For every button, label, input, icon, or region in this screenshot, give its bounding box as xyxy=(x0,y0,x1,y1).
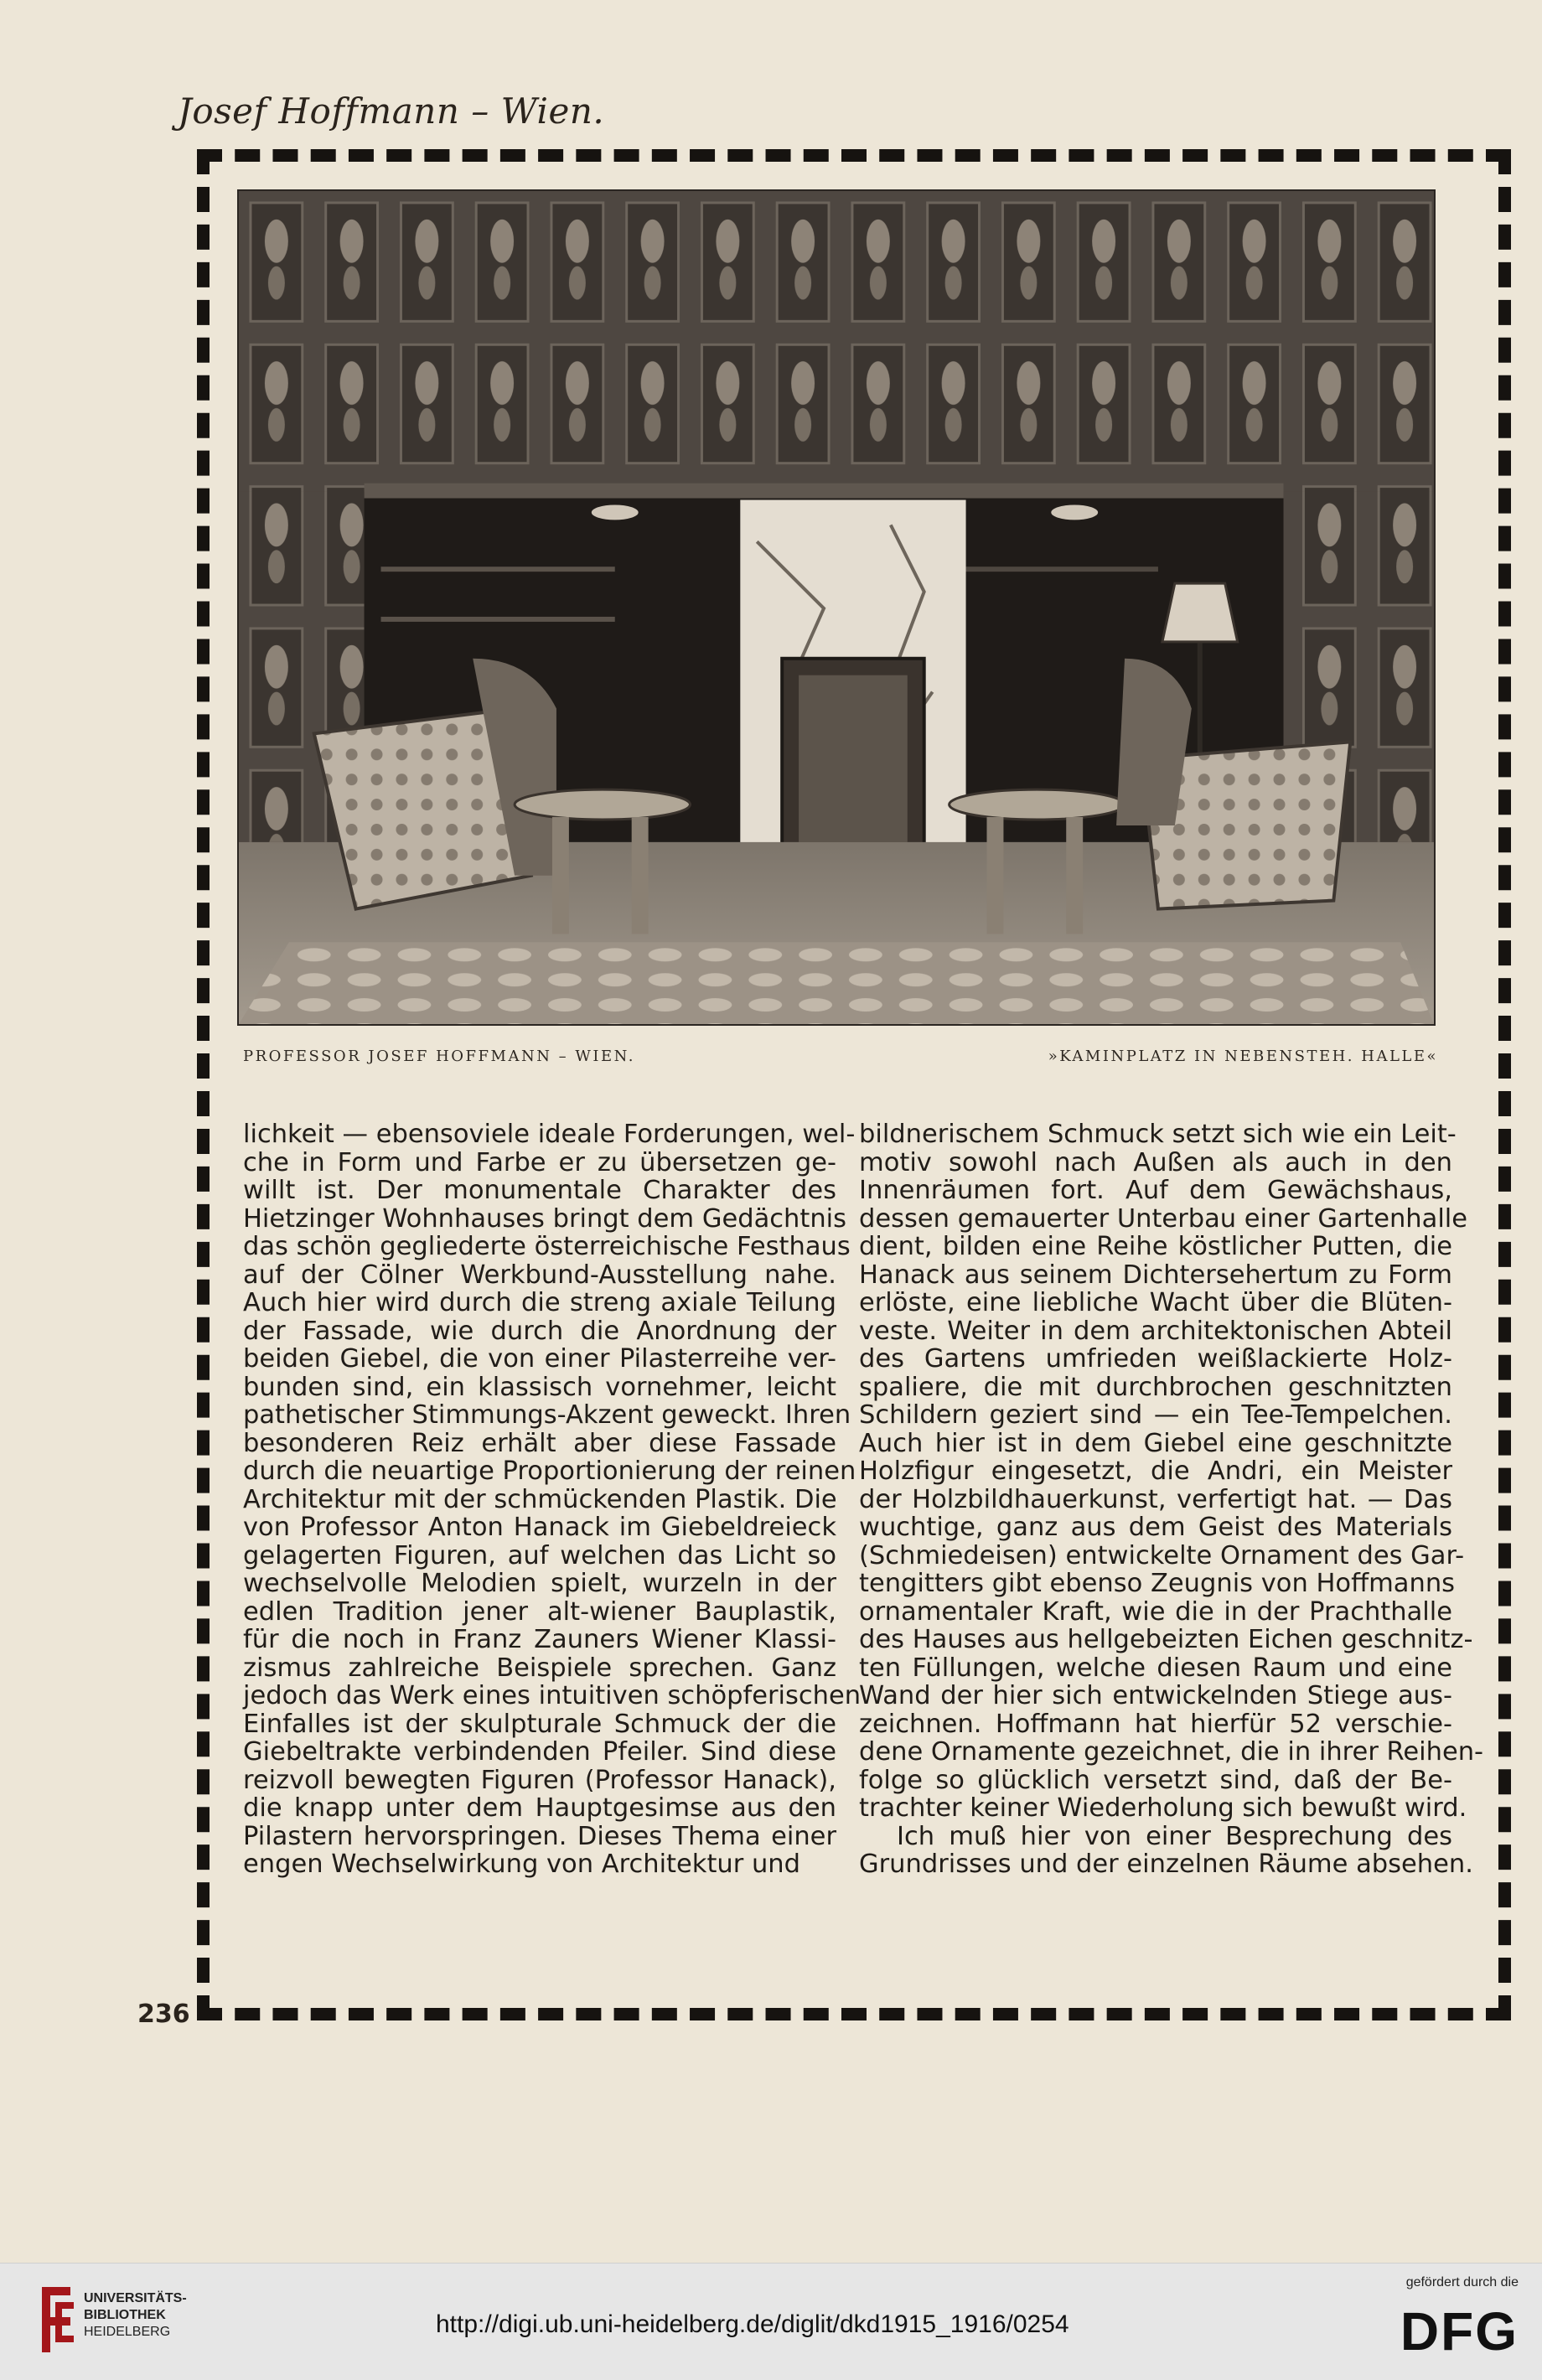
permalink-url[interactable]: http://digi.ub.uni-heidelberg.de/diglit/dkd1915_1916/0254 xyxy=(436,2310,1069,2338)
text-line: Grundrisses und der einzelnen Räume absehen. xyxy=(859,1850,1473,1879)
text-line: lichkeit — ebensoviele ideale Forderungen, wel- xyxy=(243,1120,856,1149)
text-line: Ich muß hier von einer Besprechung des xyxy=(897,1821,1452,1851)
text-line: dene Ornamente gezeichnet, die in ihrer Reihen- xyxy=(859,1737,1484,1767)
text-line: jedoch das Werk eines intuitiven schöpferischen xyxy=(243,1681,862,1710)
text-line: engen Wechselwirkung von Architektur und xyxy=(243,1850,800,1879)
text-line: ten Füllungen, welche diesen Raum und eine xyxy=(859,1653,1452,1683)
photo-caption-left: PROFESSOR JOSEF HOFFMANN – WIEN. xyxy=(243,1048,635,1065)
text-line: Giebeltrakte verbindenden Pfeiler. Sind diese xyxy=(243,1737,836,1767)
photo-illustration xyxy=(239,191,1434,1024)
text-line: tengitters gibt ebenso Zeugnis von Hoffmanns xyxy=(859,1569,1456,1598)
text-line: (Schmiedeisen) entwickelte Ornament des Gar- xyxy=(859,1540,1465,1570)
text-line: besonderen Reiz erhält aber diese Fassade xyxy=(243,1428,836,1458)
text-line: Schildern geziert sind — ein Tee-Tempelchen. xyxy=(859,1400,1452,1430)
text-line: Hietzinger Wohnhauses bringt dem Gedächtnis xyxy=(243,1203,847,1234)
text-line: trachter keiner Wiederholung sich bewußt wird. xyxy=(859,1793,1467,1823)
text-line: zismus zahlreiche Beispiele sprechen. Ganz xyxy=(243,1653,836,1683)
photo-caption-right: »KAMINPLATZ IN NEBENSTEH. HALLE« xyxy=(1048,1048,1438,1065)
text-line: auf der Cölner Werkbund-Ausstellung nahe. xyxy=(243,1260,836,1290)
text-column-right xyxy=(859,1120,1484,1879)
text-line: erlöste, eine liebliche Wacht über die Blüten- xyxy=(859,1288,1452,1317)
text-line: durch die neuartige Proportionierung der reinen xyxy=(243,1456,856,1486)
interior-photograph xyxy=(237,189,1436,1026)
text-line: che in Form und Farbe er zu übersetzen ge- xyxy=(243,1147,836,1177)
library-name-line: HEIDELBERG xyxy=(84,2325,171,2339)
page-number: 236 xyxy=(137,2000,190,2029)
text-line: Auch hier ist in dem Giebel eine geschnitzte xyxy=(859,1428,1452,1458)
text-line: für die noch in Franz Zauners Wiener Klassi- xyxy=(243,1625,836,1654)
text-line: der Fassade, wie durch die Anordnung der xyxy=(243,1316,836,1346)
text-line: pathetischer Stimmungs-Akzent geweckt. Ihren xyxy=(243,1400,851,1430)
library-name xyxy=(84,2290,187,2341)
funding-note: gefördert durch die xyxy=(1405,2275,1519,2289)
text-line: dient, bilden eine Reihe köstlicher Putten, die xyxy=(859,1232,1452,1261)
text-line: bildnerischem Schmuck setzt sich wie ein Leit- xyxy=(859,1120,1457,1149)
text-line: der Holzbildhauerkunst, verfertigt hat. — Das xyxy=(859,1484,1452,1514)
text-line: dessen gemauerter Unterbau einer Gartenhalle xyxy=(859,1203,1468,1234)
text-line: folge so glücklich versetzt sind, daß der Be- xyxy=(859,1765,1452,1795)
text-line: Hanack aus seinem Dichtersehertum zu Form xyxy=(859,1260,1452,1290)
text-column-left xyxy=(243,1120,862,1879)
text-line: Einfalles ist der skulpturale Schmuck der die xyxy=(243,1709,836,1739)
text-line: edlen Tradition jener alt-wiener Bauplastik, xyxy=(243,1596,836,1627)
text-line: des Hauses aus hellgebeizten Eichen geschnitz- xyxy=(859,1625,1473,1654)
text-line: von Professor Anton Hanack im Giebeldreieck xyxy=(243,1513,836,1542)
text-line: reizvoll bewegten Figuren (Professor Hanack), xyxy=(243,1765,836,1795)
library-name-line: BIBLIOTHEK xyxy=(84,2308,166,2322)
text-line: gelagerten Figuren, auf welchen das Licht so xyxy=(243,1540,836,1570)
text-line: des Gartens umfrieden weißlackierte Holz- xyxy=(859,1344,1452,1374)
text-line: Holzfigur eingesetzt, die Andri, ein Meister xyxy=(859,1456,1452,1486)
dfg-logo-icon: DFG xyxy=(1400,2301,1519,2362)
text-line: spaliere, die mit durchbrochen geschnitzten xyxy=(859,1372,1452,1402)
text-line: Innenräumen fort. Auf dem Gewächshaus, xyxy=(859,1176,1452,1205)
ub-heidelberg-logo-icon xyxy=(37,2284,77,2356)
running-head: Josef Hoffmann – Wien. xyxy=(178,91,605,132)
text-line: willt ist. Der monumentale Charakter des xyxy=(243,1176,836,1205)
text-line: die knapp unter dem Hauptgesimse aus den xyxy=(243,1793,836,1823)
text-line: zeichnen. Hoffmann hat hierfür 52 verschie- xyxy=(859,1709,1452,1739)
text-line: Wand der hier sich entwickelnden Stiege aus- xyxy=(859,1681,1452,1710)
text-line: wuchtige, ganz aus dem Geist des Materials xyxy=(859,1513,1452,1542)
text-line: Pilastern hervorspringen. Dieses Thema einer xyxy=(243,1821,836,1851)
text-line: ornamentaler Kraft, wie die in der Prachthalle xyxy=(859,1596,1452,1627)
digitization-footer xyxy=(0,2263,1542,2380)
text-line: Auch hier wird durch die streng axiale Teilung xyxy=(243,1288,836,1317)
text-line: wechselvolle Melodien spielt, wurzeln in der xyxy=(243,1569,836,1598)
text-line: bunden sind, ein klassisch vornehmer, leicht xyxy=(243,1372,836,1402)
text-line: Architektur mit der schmückenden Plastik. Die xyxy=(243,1484,837,1514)
text-line: beiden Giebel, die von einer Pilasterreihe ver- xyxy=(243,1344,836,1374)
text-line: das schön gegliederte österreichische Festhaus xyxy=(243,1232,851,1261)
text-line: veste. Weiter in dem architektonischen Abteil xyxy=(859,1316,1452,1346)
text-line: motiv sowohl nach Außen als auch in den xyxy=(859,1147,1452,1177)
library-name-line: UNIVERSITÄTS- xyxy=(84,2291,187,2305)
